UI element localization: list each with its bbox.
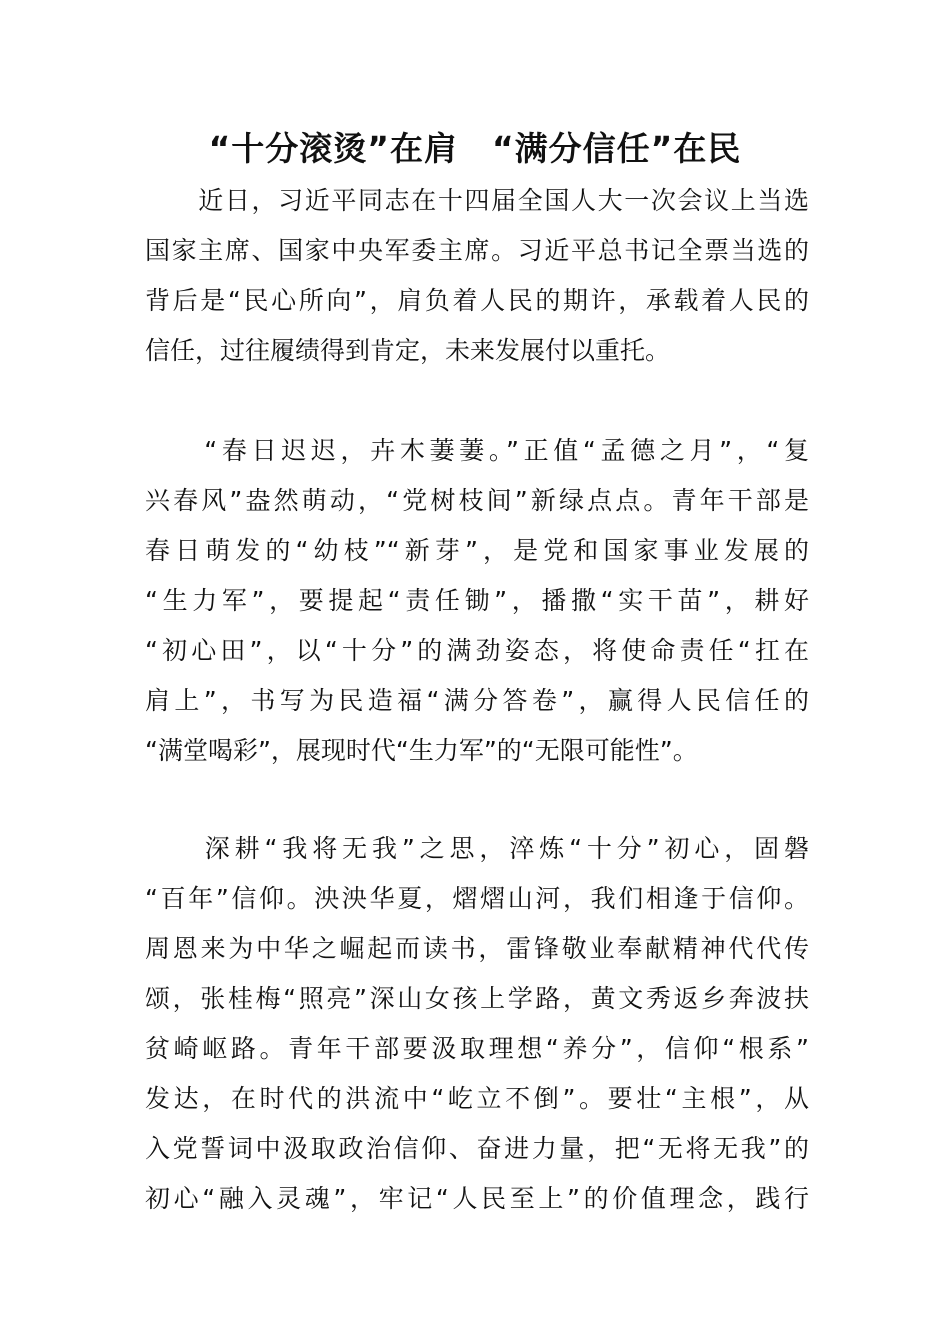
paragraph-line: 发达，在时代的洪流中“屹立不倒”。要壮“主根”，从	[145, 1084, 809, 1113]
paragraph-line: 近日，习近平同志在十四届全国人大一次会议上当选	[145, 186, 809, 215]
paragraph-line: 春日萌发的“幼枝”“新芽”，是党和国家事业发展的	[145, 536, 809, 565]
paragraph-line: 深耕“我将无我”之思，淬炼“十分”初心，固磐	[145, 834, 809, 863]
paragraph-line: 颂，张桂梅“照亮”深山女孩上学路，黄文秀返乡奔波扶	[145, 984, 809, 1013]
paragraph-line: “百年”信仰。泱泱华夏，熠熠山河，我们相逢于信仰。	[145, 884, 809, 913]
paragraph-line: 国家主席、国家中央军委主席。习近平总书记全票当选的	[145, 236, 809, 265]
paragraph-line: 初心“融入灵魂”，牢记“人民至上”的价值理念，践行	[145, 1184, 809, 1213]
document-title: “十分滚烫”在肩 “满分信任”在民	[208, 129, 742, 168]
paragraph-line: 信任，过往履绩得到肯定，未来发展付以重托。	[145, 336, 671, 365]
paragraph-line: “春日迟迟，卉木萋萋。”正值“孟德之月”，“复	[145, 436, 809, 465]
paragraph-line: “初心田”，以“十分”的满劲姿态，将使命责任“扛在	[145, 636, 809, 665]
paragraph-line: 肩上”，书写为民造福“满分答卷”，赢得人民信任的	[145, 686, 809, 715]
paragraph-2	[145, 426, 809, 776]
paragraph-line: 周恩来为中华之崛起而读书，雷锋敬业奉献精神代代传	[145, 934, 809, 963]
paragraph-3	[145, 824, 809, 1224]
paragraph-line: “生力军”，要提起“责任锄”，播撒“实干苗”，耕好	[145, 586, 809, 615]
paragraph-line: 背后是“民心所向”，肩负着人民的期许，承载着人民的	[145, 286, 809, 315]
paragraph-line: 贫崎岖路。青年干部要汲取理想“养分”，信仰“根系”	[145, 1034, 809, 1063]
paragraph-line: 入党誓词中汲取政治信仰、奋进力量，把“无将无我”的	[145, 1134, 809, 1163]
paragraph-line: 兴春风”盎然萌动，“党树枝间”新绿点点。青年干部是	[145, 486, 809, 515]
paragraph-1	[145, 176, 809, 376]
paragraph-line: “满堂喝彩”，展现时代“生力军”的“无限可能性”。	[145, 736, 698, 765]
